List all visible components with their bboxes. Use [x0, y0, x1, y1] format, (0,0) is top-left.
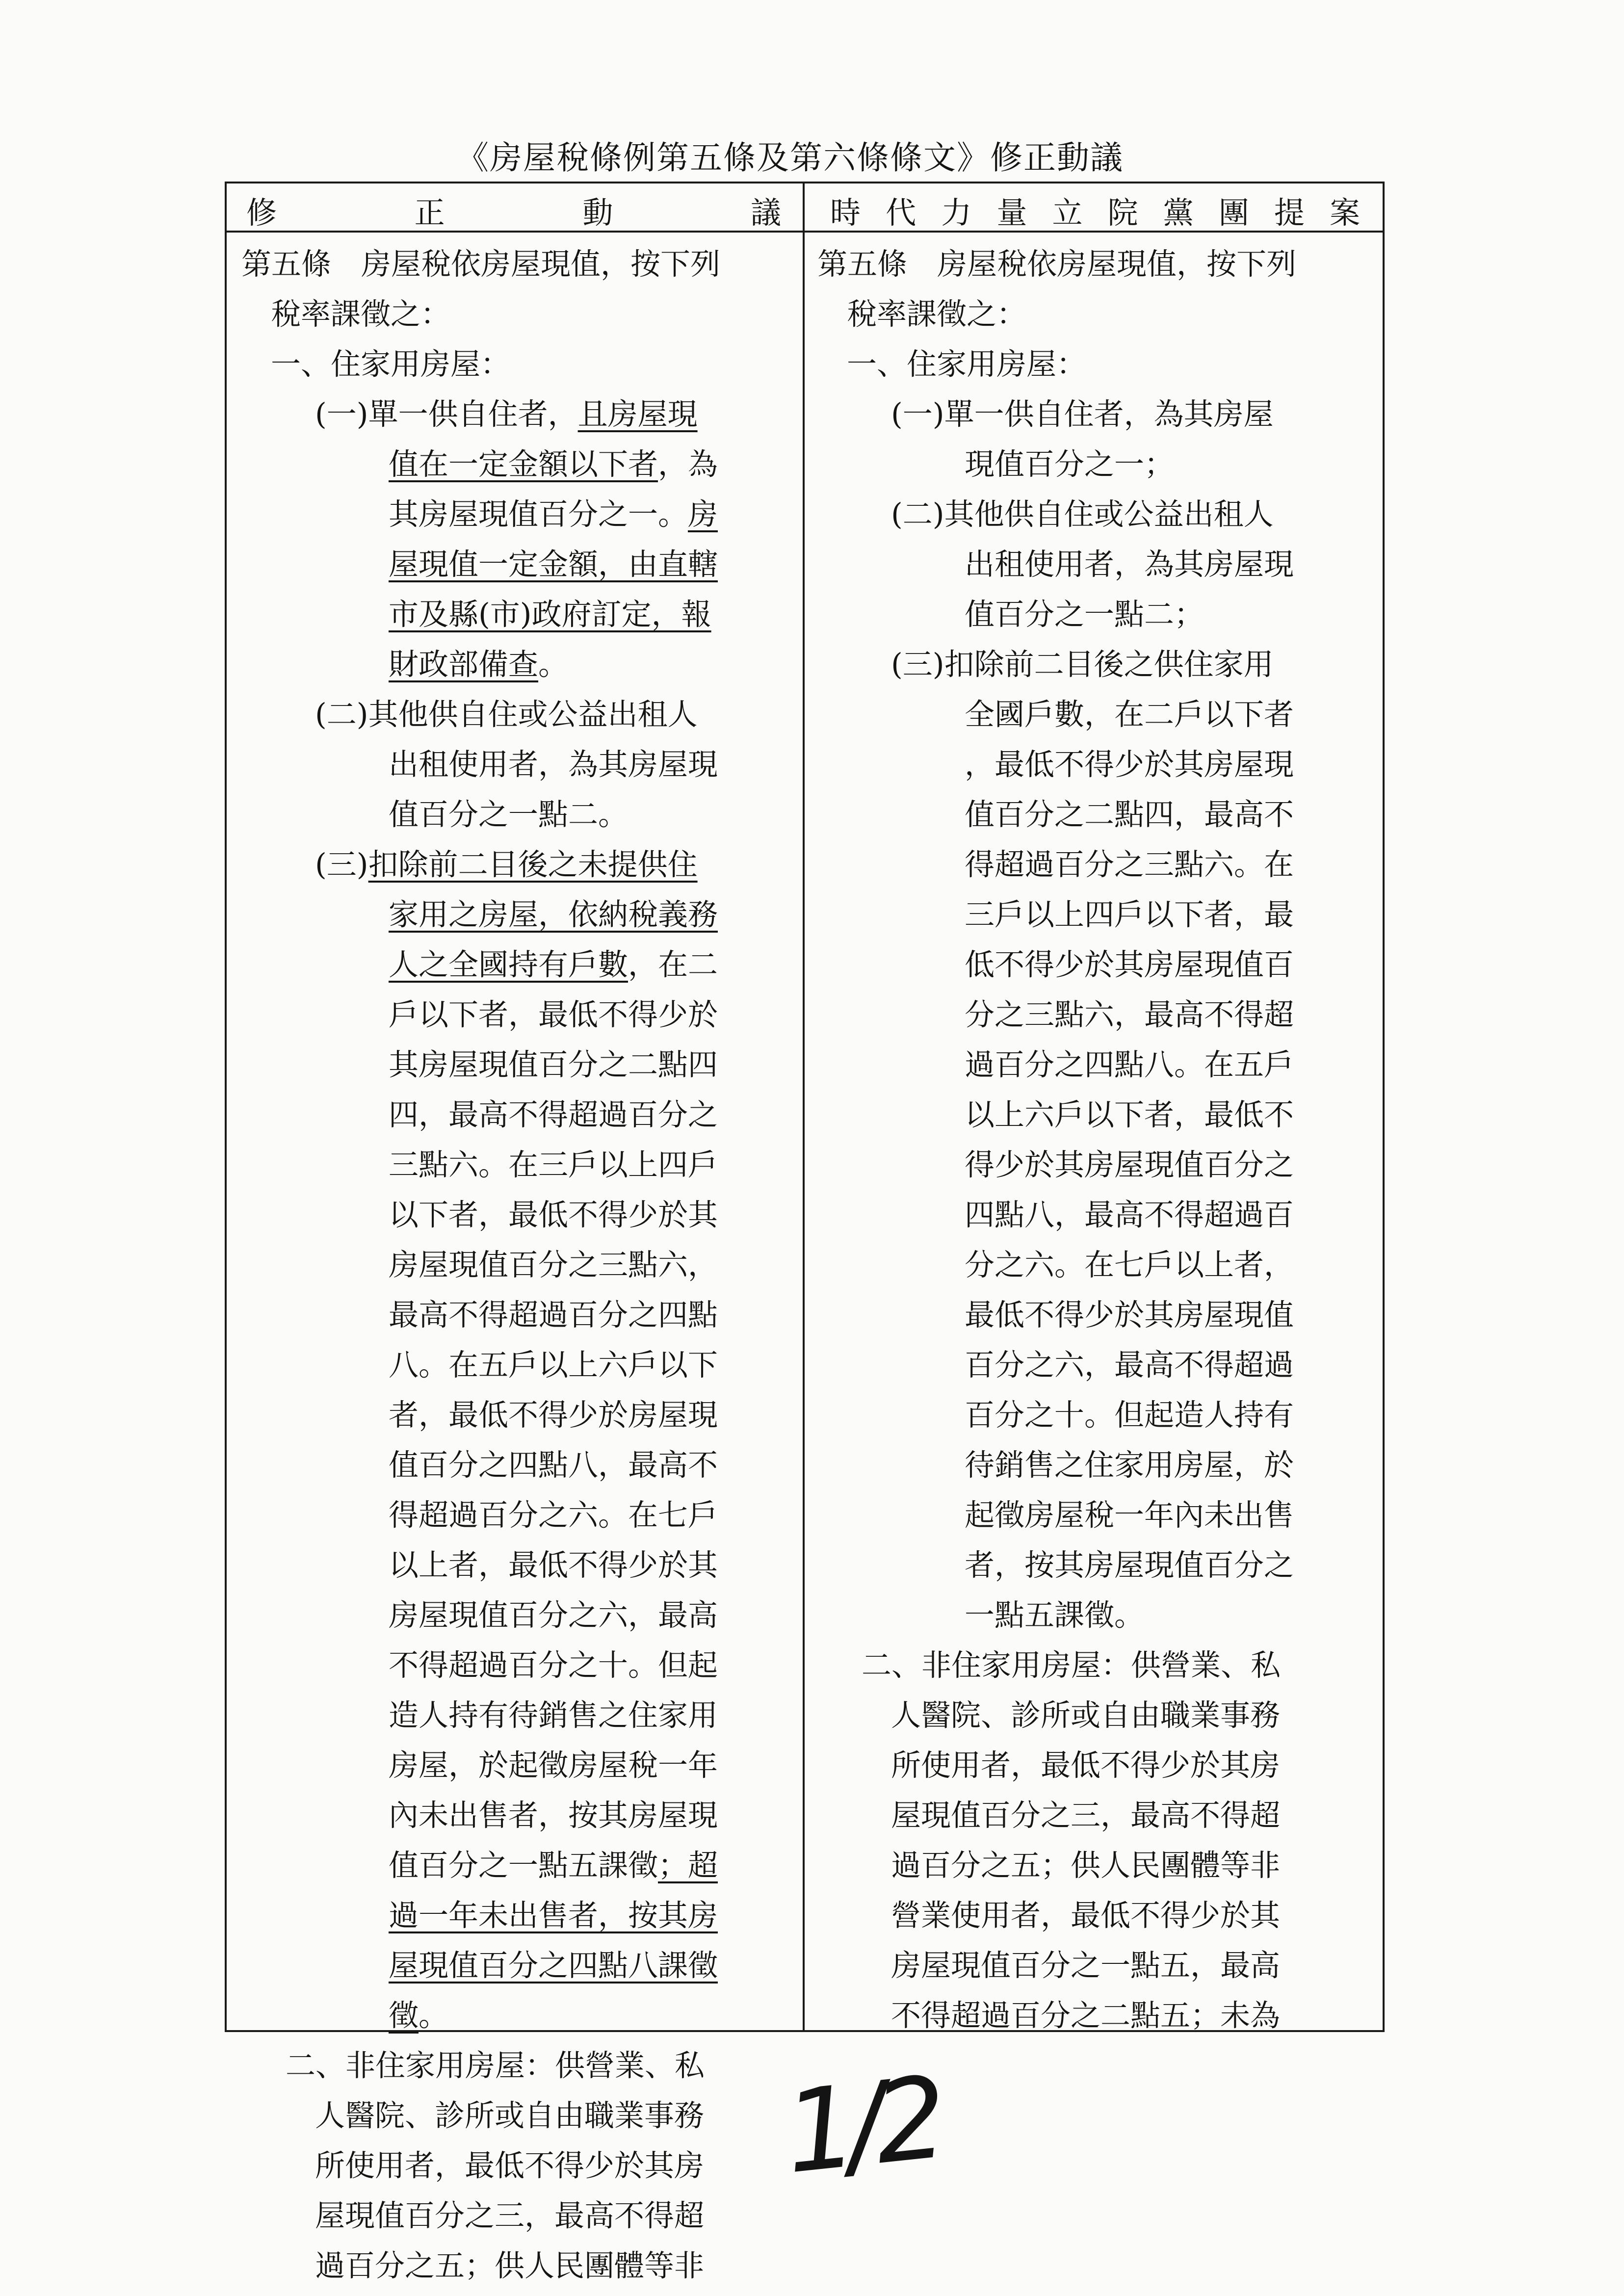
underlined-text: 徵	[389, 1998, 419, 2033]
text-line	[389, 1240, 718, 1290]
text-line	[389, 890, 718, 940]
text-line	[389, 740, 718, 790]
underlined-text: 市及縣(市)政府訂定，報	[389, 597, 711, 632]
text-line	[965, 740, 1294, 790]
text-line	[389, 540, 718, 590]
header-char: 立	[1052, 194, 1083, 231]
text-line	[965, 1390, 1294, 1440]
underlined-text: 屋現值一定金額，由直轄	[389, 547, 718, 582]
text-line	[965, 1440, 1294, 1490]
text-line	[965, 1290, 1294, 1340]
header-char: 黨	[1163, 194, 1194, 231]
text-line	[965, 890, 1294, 940]
text-line	[965, 1540, 1294, 1591]
text-line	[315, 2091, 704, 2141]
underlined-text: 房	[688, 497, 718, 532]
line-text: 過百分之四點八。在五戶	[965, 1047, 1294, 1082]
page-number: 1/2	[778, 2053, 944, 2199]
underlined-text: 屋現值百分之四點八課徵	[389, 1948, 718, 1983]
text-line	[965, 840, 1294, 890]
text-line	[389, 490, 718, 540]
text-line	[389, 1540, 718, 1591]
line-text: 不得超過百分之十。但起	[389, 1648, 718, 1683]
text-line	[389, 1040, 718, 1090]
line-text: 過百分之五；供人民團體等非	[315, 2248, 705, 2283]
text-line	[965, 1240, 1294, 1290]
line-text: 一、住家用房屋：	[847, 347, 1087, 382]
line-text: (一)單一供自住者，為其房屋	[891, 397, 1274, 432]
line-text: ，在二	[628, 947, 718, 982]
text-line	[817, 239, 1296, 289]
line-text: 以上六戶以下者，最低不	[965, 1097, 1294, 1132]
header-char: 修	[246, 194, 277, 231]
left-column-header	[246, 190, 781, 230]
line-text: (二)其他供自住或公益出租人	[315, 697, 698, 732]
text-line	[965, 440, 1174, 490]
line-text: 二、非住家用房屋：供營業、私	[286, 2048, 705, 2083]
line-text: 造人持有待銷售之住家用	[389, 1698, 718, 1733]
underlined-text: 扣除前二目後之未提供住	[368, 847, 698, 882]
line-text: 所使用者，最低不得少於其房	[315, 2148, 705, 2183]
header-char: 案	[1329, 194, 1360, 231]
line-text: 屋現值百分之三，最高不得超	[891, 1798, 1281, 1833]
header-char: 議	[750, 194, 781, 231]
line-text: 得超過百分之三點六。在	[965, 847, 1294, 882]
text-line	[271, 289, 450, 339]
line-text: 以上者，最低不得少於其	[389, 1548, 718, 1583]
text-line	[389, 1991, 448, 2041]
text-line	[965, 1040, 1294, 1090]
text-line	[965, 540, 1294, 590]
line-text: 四點八，最高不得超過百	[965, 1198, 1294, 1232]
text-line	[271, 339, 510, 390]
text-line	[389, 1691, 718, 1741]
line-text: 第五條 房屋稅依房屋現值，按下列	[817, 247, 1297, 282]
header-char: 動	[582, 194, 613, 231]
line-text: 一點五課徵。	[965, 1598, 1145, 1633]
text-line	[389, 990, 718, 1040]
right-column-header	[830, 190, 1360, 230]
text-line	[389, 1941, 718, 1991]
line-text: 戶以下者，最低不得少於	[389, 997, 718, 1032]
text-line	[891, 1841, 1280, 1891]
text-line	[965, 1190, 1294, 1240]
text-line	[389, 440, 718, 490]
header-char: 時	[830, 194, 861, 231]
header-char: 正	[414, 194, 445, 231]
header-char: 力	[941, 194, 972, 231]
text-line	[389, 1741, 718, 1791]
line-text: 最高不得超過百分之四點	[389, 1298, 718, 1332]
text-line	[847, 289, 1026, 339]
line-text: ，最低不得少於其房屋現	[965, 747, 1294, 782]
text-line	[389, 1440, 718, 1490]
line-text: (一)單一供自住者，	[315, 397, 578, 432]
line-text: 所使用者，最低不得少於其房	[891, 1748, 1281, 1783]
text-line	[965, 1591, 1144, 1641]
line-text: 第五條 房屋稅依房屋現值，按下列	[241, 247, 721, 282]
underlined-text: 財政部備查	[389, 647, 539, 682]
line-text: 值百分之二點四，最高不	[965, 797, 1294, 832]
text-line	[315, 2241, 704, 2291]
text-line	[315, 2141, 704, 2191]
text-line	[965, 1140, 1294, 1190]
line-text: 人醫院、診所或自由職業事務	[891, 1698, 1281, 1733]
line-text: 出租使用者，為其房屋現	[389, 747, 718, 782]
text-line	[315, 2191, 704, 2241]
line-text: 房屋現值百分之六，最高	[389, 1598, 718, 1633]
line-text: 人醫院、診所或自由職業事務	[315, 2098, 705, 2133]
line-text: 。	[538, 647, 569, 682]
line-text: 現值百分之一；	[965, 447, 1175, 482]
text-line	[389, 1791, 718, 1841]
text-line	[241, 239, 720, 289]
underlined-text: 值在一定金額以下者	[389, 447, 658, 482]
line-text: ，為	[658, 447, 718, 482]
line-text: 稅率課徵之：	[271, 297, 451, 332]
underlined-text: 家用之房屋，依納稅義務	[389, 897, 718, 932]
text-line	[315, 840, 698, 890]
line-text: 三點六。在三戶以上四戶	[389, 1148, 718, 1182]
text-line	[891, 640, 1274, 690]
line-text: 八。在五戶以上六戶以下	[389, 1348, 718, 1383]
line-text: 營業使用者，最低不得少於其	[891, 1898, 1281, 1933]
header-divider	[227, 231, 1383, 233]
text-line	[965, 1340, 1294, 1390]
text-line	[389, 1641, 718, 1691]
line-text: 其房屋現值百分之一。	[389, 497, 688, 532]
line-text: 百分之六，最高不得超過	[965, 1348, 1294, 1383]
line-text: 值百分之一點五課徵	[389, 1848, 658, 1883]
text-line	[389, 1591, 718, 1641]
text-line	[862, 1641, 1281, 1691]
line-text: 房屋現值百分之一點五，最高	[891, 1948, 1281, 1983]
line-text: 起徵房屋稅一年內未出售	[965, 1498, 1294, 1533]
header-char: 院	[1107, 194, 1138, 231]
text-line	[389, 790, 628, 840]
text-line	[315, 390, 698, 440]
text-line	[389, 640, 568, 690]
text-line	[389, 1290, 718, 1340]
line-text: 二、非住家用房屋：供營業、私	[862, 1648, 1281, 1683]
text-line	[965, 790, 1294, 840]
text-line	[389, 1390, 718, 1440]
header-char: 團	[1218, 194, 1249, 231]
text-line	[891, 390, 1274, 440]
line-text: 三戶以上四戶以下者，最	[965, 897, 1294, 932]
text-line	[891, 1741, 1280, 1791]
text-line	[389, 1841, 718, 1891]
text-line	[891, 1791, 1280, 1841]
text-line	[389, 1490, 718, 1540]
line-text: 最低不得少於其房屋現值	[965, 1298, 1294, 1332]
text-line	[891, 1891, 1280, 1941]
text-line	[965, 1490, 1294, 1540]
line-text: 者，按其房屋現值百分之	[965, 1548, 1294, 1583]
line-text: 屋現值百分之三，最高不得超	[315, 2198, 705, 2233]
line-text: (二)其他供自住或公益出租人	[891, 497, 1274, 532]
text-line	[389, 940, 718, 990]
text-line	[286, 2041, 705, 2091]
text-line	[965, 590, 1204, 640]
text-line	[891, 1691, 1280, 1741]
line-text: 全國戶數，在二戶以下者	[965, 697, 1294, 732]
text-line	[891, 490, 1274, 540]
text-line	[965, 940, 1294, 990]
line-text: 百分之十。但起造人持有	[965, 1398, 1294, 1433]
text-line	[389, 1891, 718, 1941]
line-text: 分之三點六，最高不得超	[965, 997, 1294, 1032]
line-text: 低不得少於其房屋現值百	[965, 947, 1294, 982]
line-text: 四，最高不得超過百分之	[389, 1097, 718, 1132]
line-text: 者，最低不得少於房屋現	[389, 1398, 718, 1433]
line-text: 分之六。在七戶以上者，	[965, 1248, 1294, 1282]
line-text: 稅率課徵之：	[847, 297, 1027, 332]
header-char: 提	[1274, 194, 1305, 231]
underlined-text: ；超	[658, 1848, 718, 1883]
underlined-text: 且房屋現	[577, 397, 698, 432]
underlined-text: 人之全國持有戶數	[389, 947, 629, 982]
line-text: 內未出售者，按其房屋現	[389, 1798, 718, 1833]
text-line	[389, 590, 711, 640]
text-line	[315, 690, 698, 740]
line-text: 值百分之一點二。	[389, 797, 629, 832]
text-line	[847, 339, 1086, 390]
page-title: 《房屋稅條例第五條及第六條條文》修正動議	[456, 139, 1124, 177]
line-text: 值百分之四點八，最高不	[389, 1448, 718, 1483]
text-line	[891, 1941, 1280, 1991]
column-divider	[803, 183, 805, 2030]
line-text: 不得超過百分之二點五；未為	[891, 1998, 1281, 2033]
text-line	[389, 1340, 718, 1390]
line-text: 房屋現值百分之三點六，	[389, 1248, 718, 1282]
line-text: 得少於其房屋現值百分之	[965, 1148, 1294, 1182]
line-text: 得超過百分之六。在七戶	[389, 1498, 718, 1533]
header-char: 量	[996, 194, 1027, 231]
text-line	[965, 690, 1294, 740]
header-char: 代	[886, 194, 917, 231]
line-text: (三)扣除前二目後之供住家用	[891, 647, 1274, 682]
text-line	[965, 990, 1294, 1040]
underlined-text: 過一年未出售者，按其房	[389, 1898, 718, 1933]
line-text: 待銷售之住家用房屋，於	[965, 1448, 1294, 1483]
line-text: 出租使用者，為其房屋現	[965, 547, 1294, 582]
line-text: 其房屋現值百分之二點四	[389, 1047, 718, 1082]
text-line	[891, 1991, 1280, 2041]
line-text: 房屋，於起徵房屋稅一年	[389, 1748, 718, 1783]
line-text: 值百分之一點二；	[965, 597, 1205, 632]
line-text: (三)	[315, 847, 368, 882]
text-line	[389, 1090, 718, 1140]
line-text: 以下者，最低不得少於其	[389, 1198, 718, 1232]
text-line	[389, 1190, 718, 1240]
text-line	[965, 1090, 1294, 1140]
line-text: 過百分之五；供人民團體等非	[891, 1848, 1281, 1883]
line-text: 一、住家用房屋：	[271, 347, 511, 382]
line-text: 。	[419, 1998, 449, 2033]
text-line	[389, 1140, 718, 1190]
